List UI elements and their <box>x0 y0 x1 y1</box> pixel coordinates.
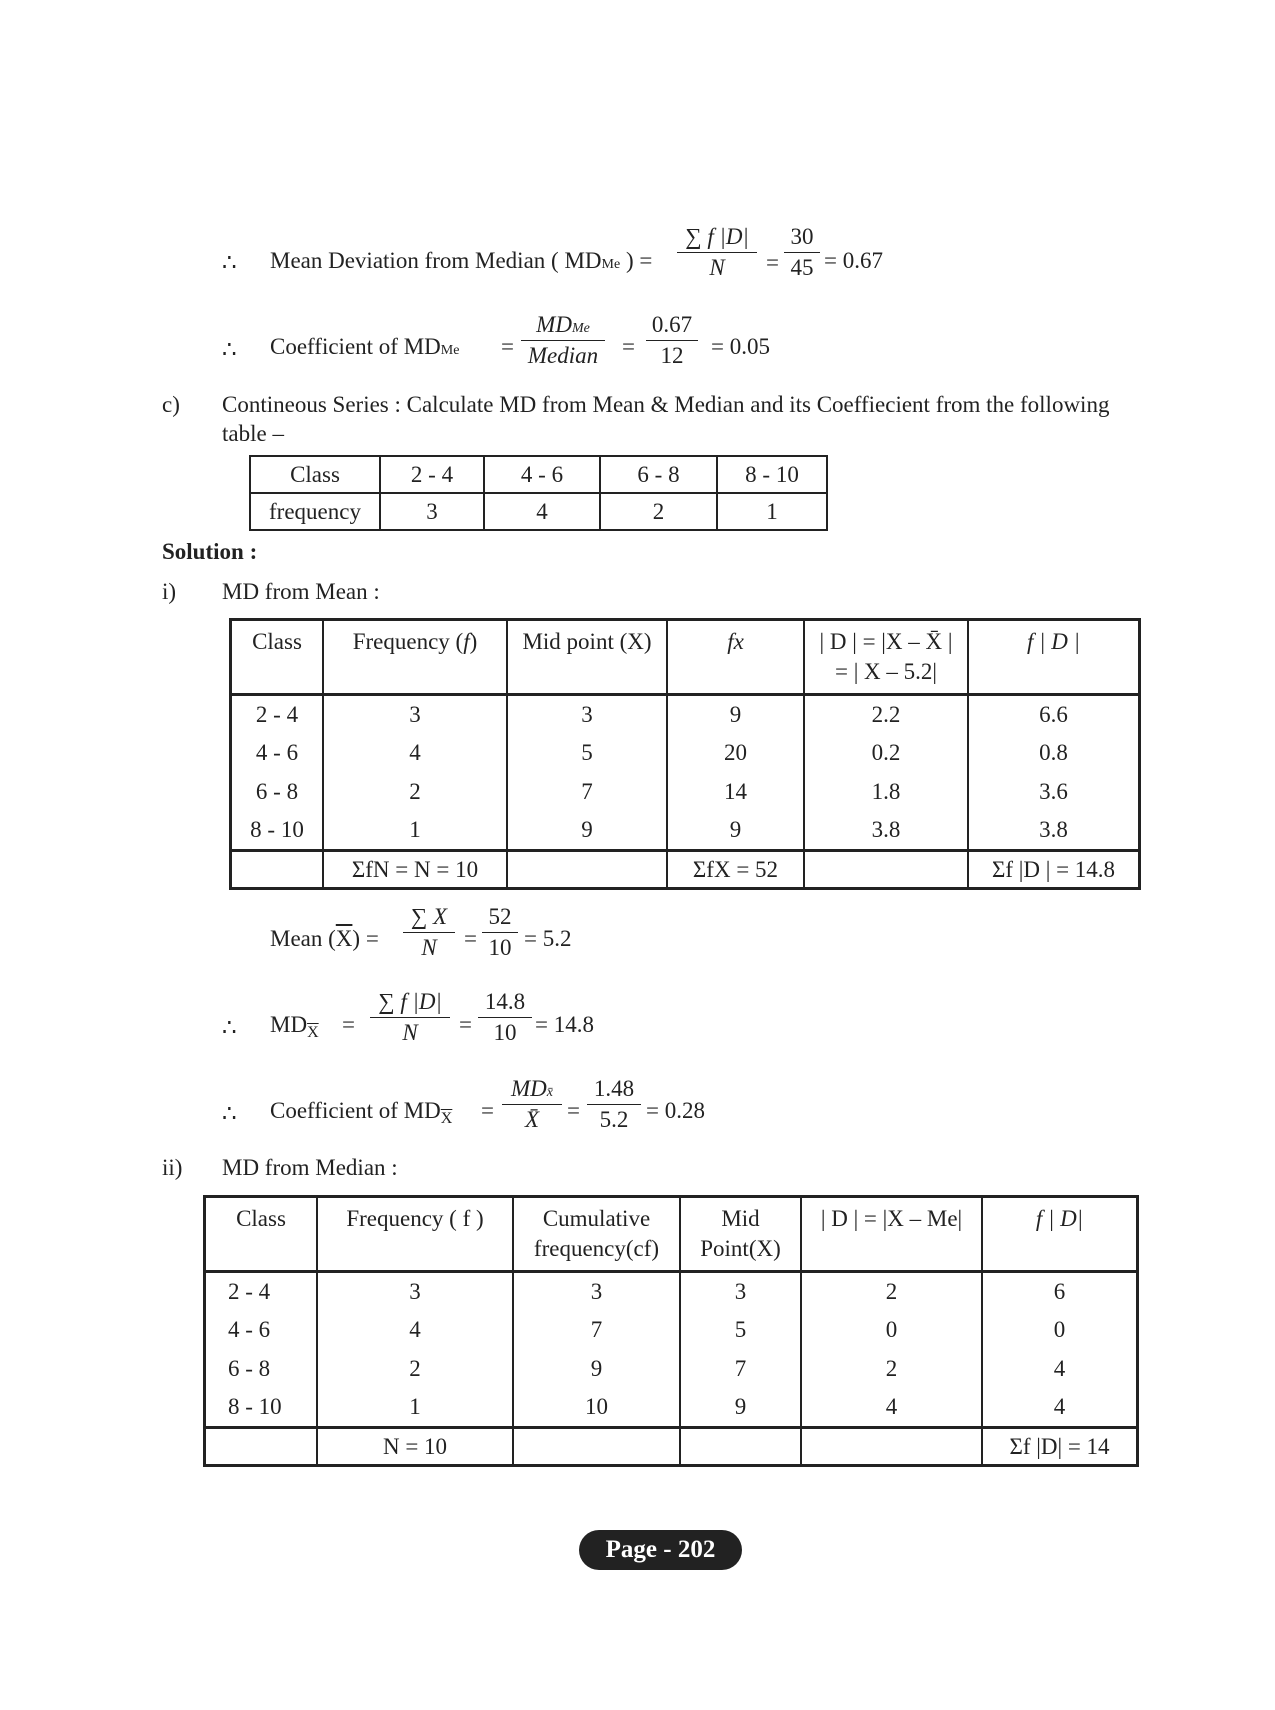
header-frequency: Frequency (f) <box>323 620 507 695</box>
table-cell: 4 <box>801 1389 982 1428</box>
table-cell: 2 <box>801 1350 982 1389</box>
table-cell: 3 <box>323 695 507 734</box>
md-mean-table <box>229 618 1141 890</box>
sum-n-cell: ΣfN = N = 10 <box>323 851 507 889</box>
md-over-xbar-fraction: MDx̄ X̄ <box>502 1076 562 1133</box>
table-cell: 8 - 10 <box>205 1389 318 1428</box>
equals-sign: = <box>766 250 779 275</box>
sum-f-d-over-n-fraction: $\frac{\sum f |D|}{N}$ <box>677 224 757 281</box>
header-cf-line2: frequency(cf) <box>533 1236 660 1261</box>
148-over-52-fraction: $\frac{1.48}{5.2}$ <box>587 1076 641 1133</box>
table-footer-row <box>231 851 1140 889</box>
table-cell <box>680 1428 801 1466</box>
table-cell <box>513 1428 680 1466</box>
table-cell: 7 <box>680 1350 801 1389</box>
table-cell: 9 <box>513 1350 680 1389</box>
equals-sign: = <box>342 1012 355 1037</box>
table-cell <box>801 1428 982 1466</box>
header-mid-point: Mid point (X) <box>507 620 667 695</box>
table-cell: 3 <box>513 1272 680 1311</box>
table-row <box>231 812 1140 851</box>
mean-result: = 5.2 <box>524 926 572 951</box>
md-median-label: Mean Deviation from Median ( MDMe ) = <box>270 248 653 273</box>
table-cell <box>804 851 968 889</box>
sum-fx-cell: ΣfX = 52 <box>667 851 804 889</box>
table-cell: 7 <box>507 773 667 812</box>
table-cell: 4 - 6 <box>484 456 600 493</box>
page-number-badge: Page - 202 <box>579 1530 742 1570</box>
table-cell: 2 <box>323 773 507 812</box>
md-me-over-median-fraction: MDMe Median <box>521 312 605 369</box>
table-cell: 4 - 6 <box>231 734 324 773</box>
sum-f-d-cell: Σf |D | = 14.8 <box>968 851 1140 889</box>
table-cell: 10 <box>513 1389 680 1428</box>
therefore-symbol: ∴ <box>222 337 237 362</box>
table-cell: 4 - 6 <box>205 1311 318 1350</box>
section-c-marker: c) <box>162 392 180 417</box>
header-d-line1: | D | = |X – X̄ | <box>819 629 953 654</box>
table-row <box>231 734 1140 773</box>
table-cell: 2 - 4 <box>380 456 484 493</box>
table-cell: 3.8 <box>804 812 968 851</box>
table-cell: 3.8 <box>968 812 1140 851</box>
equals-sign: = <box>464 926 477 951</box>
table-cell: 9 <box>680 1389 801 1428</box>
table-cell: 4 <box>317 1311 513 1350</box>
sum-x-over-n-fraction: $\frac{\sum X}{N}$ <box>403 904 455 961</box>
table-cell: 7 <box>513 1311 680 1350</box>
table-header-row <box>205 1197 1138 1272</box>
header-d-line2: = | X – 5.2| <box>834 659 938 684</box>
sum-f-d-cell: Σf |D| = 14 <box>982 1428 1138 1466</box>
equals-sign: = <box>459 1012 472 1037</box>
table-footer-row <box>205 1428 1138 1466</box>
coef-md-median-result: = 0.05 <box>711 334 770 359</box>
table-row <box>205 1311 1138 1350</box>
equals-sign: = <box>622 334 635 359</box>
table-cell: 20 <box>667 734 804 773</box>
table-row <box>231 695 1140 734</box>
table-cell: 6 - 8 <box>600 456 717 493</box>
table-cell: 3 <box>680 1272 801 1311</box>
table-cell: 5 <box>680 1311 801 1350</box>
md-median-table <box>203 1195 1139 1467</box>
table-cell: frequency <box>250 493 380 530</box>
mean-label: Mean $(\overline{X})$ = <box>270 926 379 951</box>
header-class: Class <box>231 620 324 695</box>
equals-sign: = <box>481 1098 494 1123</box>
table-cell: 0 <box>801 1311 982 1350</box>
table-cell: 8 - 10 <box>717 456 827 493</box>
section-c-text-line1: Contineous Series : Calculate MD from Mean & Median and its Coeffiecient from the following <box>222 392 1110 417</box>
table-cell: 3 <box>380 493 484 530</box>
table-cell: 4 <box>323 734 507 773</box>
table-cell: 5 <box>507 734 667 773</box>
table-cell <box>205 1428 318 1466</box>
table-cell: Class <box>250 456 380 493</box>
sum-f-d-over-n-fraction: $\frac{\sum f |D|}{N}$ <box>370 989 450 1046</box>
table-cell: 2 <box>801 1272 982 1311</box>
header-d: | D | = |X – Me| <box>801 1197 982 1272</box>
section-ii-marker: ii) <box>162 1155 183 1180</box>
table-cell: 2 <box>600 493 717 530</box>
header-class: Class <box>205 1197 318 1272</box>
header-cumulative-frequency <box>513 1197 680 1272</box>
table-cell: 4 <box>982 1389 1138 1428</box>
header-f-d: f | D| <box>982 1197 1138 1272</box>
header-mid-point <box>680 1197 801 1272</box>
table-cell: 2 - 4 <box>205 1272 318 1311</box>
table-cell: 3.6 <box>968 773 1140 812</box>
class-row <box>250 456 827 493</box>
frequency-row <box>250 493 827 530</box>
table-cell: 0.2 <box>804 734 968 773</box>
section-ii-title: MD from Median : <box>222 1155 398 1180</box>
md-xbar-label: $MD_{\overline{X}}$ <box>270 1012 319 1041</box>
equals-sign: = <box>567 1098 580 1123</box>
md-median-result: = 0.67 <box>824 248 883 273</box>
header-f-d: f | D | <box>968 620 1140 695</box>
table-cell <box>507 851 667 889</box>
equals-sign: = <box>501 334 514 359</box>
header-d <box>804 620 968 695</box>
therefore-symbol: ∴ <box>222 1101 237 1126</box>
table-cell: 14 <box>667 773 804 812</box>
therefore-symbol: ∴ <box>222 250 237 275</box>
table-cell: 4 <box>982 1350 1138 1389</box>
section-i-marker: i) <box>162 579 177 604</box>
sum-n-cell: N = 10 <box>317 1428 513 1466</box>
table-cell: 9 <box>507 812 667 851</box>
header-frequency: Frequency ( f ) <box>317 1197 513 1272</box>
header-mid-line2: Point(X) <box>700 1236 781 1261</box>
table-cell: 6 - 8 <box>231 773 324 812</box>
header-cf-line1: Cumulative <box>542 1206 651 1231</box>
header-fx: fx <box>667 620 804 695</box>
md-xbar-result: = 14.8 <box>535 1012 594 1037</box>
table-cell: 9 <box>667 812 804 851</box>
class-frequency-table <box>249 455 828 531</box>
table-cell: 2.2 <box>804 695 968 734</box>
table-cell: 4 <box>484 493 600 530</box>
table-cell: 1 <box>323 812 507 851</box>
coef-md-xbar-label: Coefficient of $MD_{\overline{X}}$ <box>270 1098 453 1127</box>
table-cell: 1 <box>317 1389 513 1428</box>
067-over-12-fraction: $\frac{0.67}{12}$ <box>646 312 698 369</box>
table-cell: 2 <box>317 1350 513 1389</box>
table-row <box>231 773 1140 812</box>
table-cell: 3 <box>317 1272 513 1311</box>
thirty-over-45-fraction: $\frac{30}{45}$ <box>784 224 820 281</box>
148-over-10-fraction: $\frac{14.8}{10}$ <box>478 989 532 1046</box>
52-over-10-fraction: $\frac{52}{10}$ <box>482 904 518 961</box>
coef-md-xbar-result: = 0.28 <box>646 1098 705 1123</box>
table-cell: 0.8 <box>968 734 1140 773</box>
coef-md-median-label: Coefficient of MDMe <box>270 334 460 359</box>
table-cell <box>231 851 324 889</box>
table-row <box>205 1350 1138 1389</box>
section-c-text-line2: table – <box>222 421 284 446</box>
table-cell: 8 - 10 <box>231 812 324 851</box>
therefore-symbol: ∴ <box>222 1015 237 1040</box>
solution-heading: Solution : <box>162 539 258 564</box>
table-row <box>205 1272 1138 1311</box>
table-row <box>205 1389 1138 1428</box>
table-cell: 1.8 <box>804 773 968 812</box>
table-cell: 6 <box>982 1272 1138 1311</box>
table-cell: 6 - 8 <box>205 1350 318 1389</box>
table-cell: 6.6 <box>968 695 1140 734</box>
table-header-row <box>231 620 1140 695</box>
table-cell: 2 - 4 <box>231 695 324 734</box>
table-cell: 1 <box>717 493 827 530</box>
table-cell: 0 <box>982 1311 1138 1350</box>
table-cell: 3 <box>507 695 667 734</box>
header-mid-line1: Mid <box>721 1206 760 1231</box>
table-cell: 9 <box>667 695 804 734</box>
section-i-title: MD from Mean : <box>222 579 380 604</box>
